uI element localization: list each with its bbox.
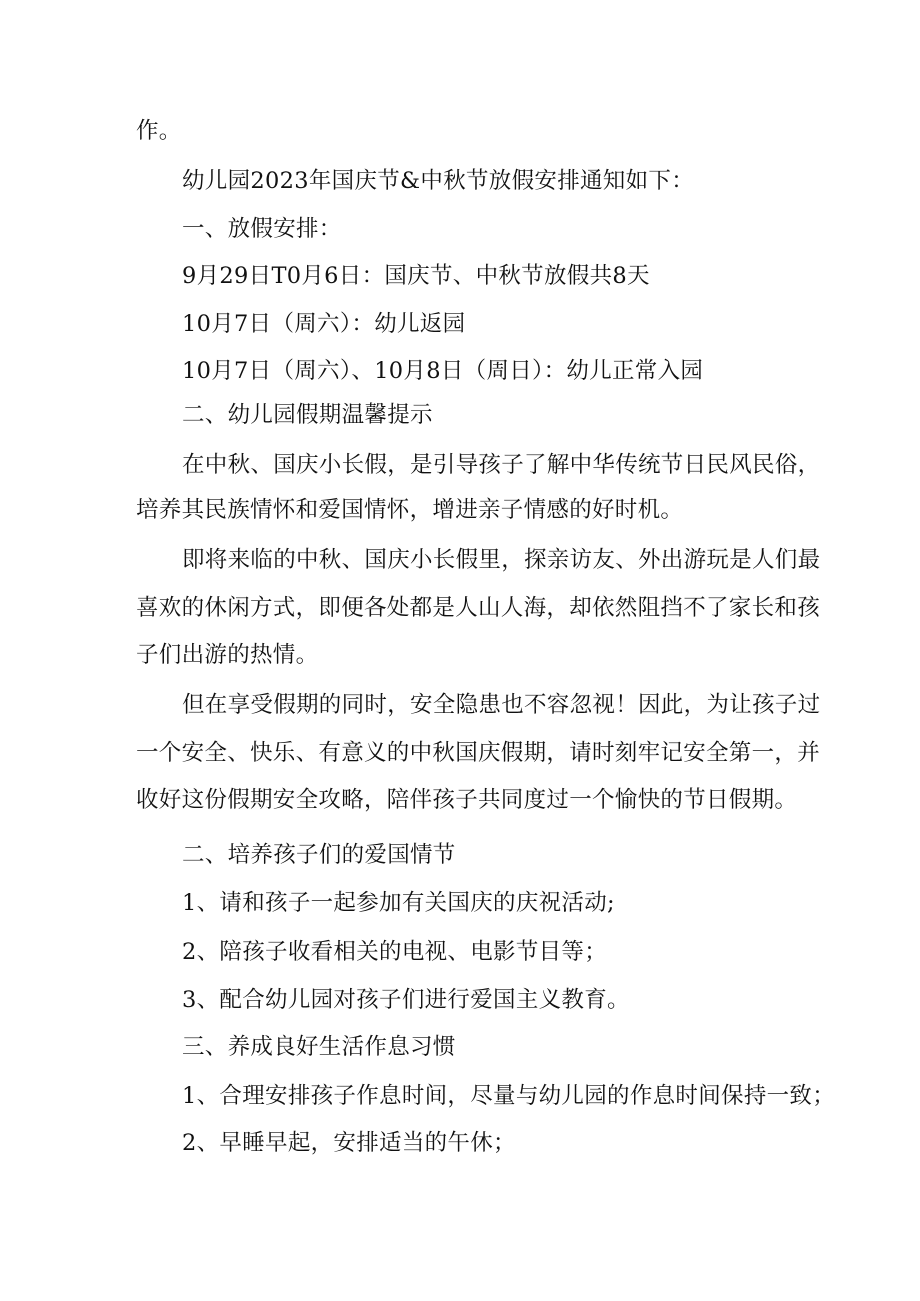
paragraph-line: 但在享受假期的同时，安全隐患也不容忽视！因此，为让孩子过 <box>182 692 821 718</box>
paragraph-line: 在中秋、国庆小长假，是引导孩子了解中华传统节日民风民俗， <box>182 452 821 478</box>
schedule-item-normal-attendance: 10月7日（周六）、10月8日（周日）：幼儿正常入园 <box>182 358 704 384</box>
list-item: 1、请和孩子一起参加有关国庆的庆祝活动; <box>182 890 615 916</box>
paragraph-line: 收好这份假期安全攻略，陪伴孩子共同度过一个愉快的节日假期。 <box>136 787 798 813</box>
paragraph-line: 即将来临的中秋、国庆小长假里，探亲访友、外出游玩是人们最 <box>182 547 821 573</box>
schedule-item-return-day: 10月7日（周六）：幼儿返园 <box>182 311 466 337</box>
notice-intro-line: 幼儿园2023年国庆节&中秋节放假安排通知如下： <box>182 168 694 194</box>
list-item: 3、配合幼儿园对孩子们进行爱国主义教育。 <box>182 987 630 1013</box>
paragraph-line: 培养其民族情怀和爱国情怀，增进亲子情感的好时机。 <box>136 497 684 523</box>
paragraph-line: 一个安全、快乐、有意义的中秋国庆假期，请时刻牢记安全第一，并 <box>136 740 821 766</box>
section-heading-holiday-schedule: 一、放假安排： <box>182 216 342 242</box>
paragraph-line: 喜欢的休闲方式，即便各处都是人山人海，却依然阻挡不了家长和孩 <box>136 595 821 621</box>
section-heading-patriotism: 二、培养孩子们的爱国情节 <box>182 842 456 868</box>
list-item: 2、早睡早起，安排适当的午休； <box>182 1130 516 1156</box>
list-item: 2、陪孩子收看相关的电视、电影节目等； <box>182 939 608 965</box>
text-line-continuation: 作。 <box>136 118 182 144</box>
schedule-item-holiday-period: 9月29日T0月6日：国庆节、中秋节放假共8天 <box>182 263 650 289</box>
paragraph-line: 子们出游的热情。 <box>136 642 319 668</box>
section-heading-routine: 三、养成良好生活作息习惯 <box>182 1034 456 1060</box>
list-item: 1、合理安排孩子作息时间，尽量与幼儿园的作息时间保持一致； <box>182 1083 836 1109</box>
section-heading-holiday-tips: 二、幼儿园假期温馨提示 <box>182 402 433 428</box>
